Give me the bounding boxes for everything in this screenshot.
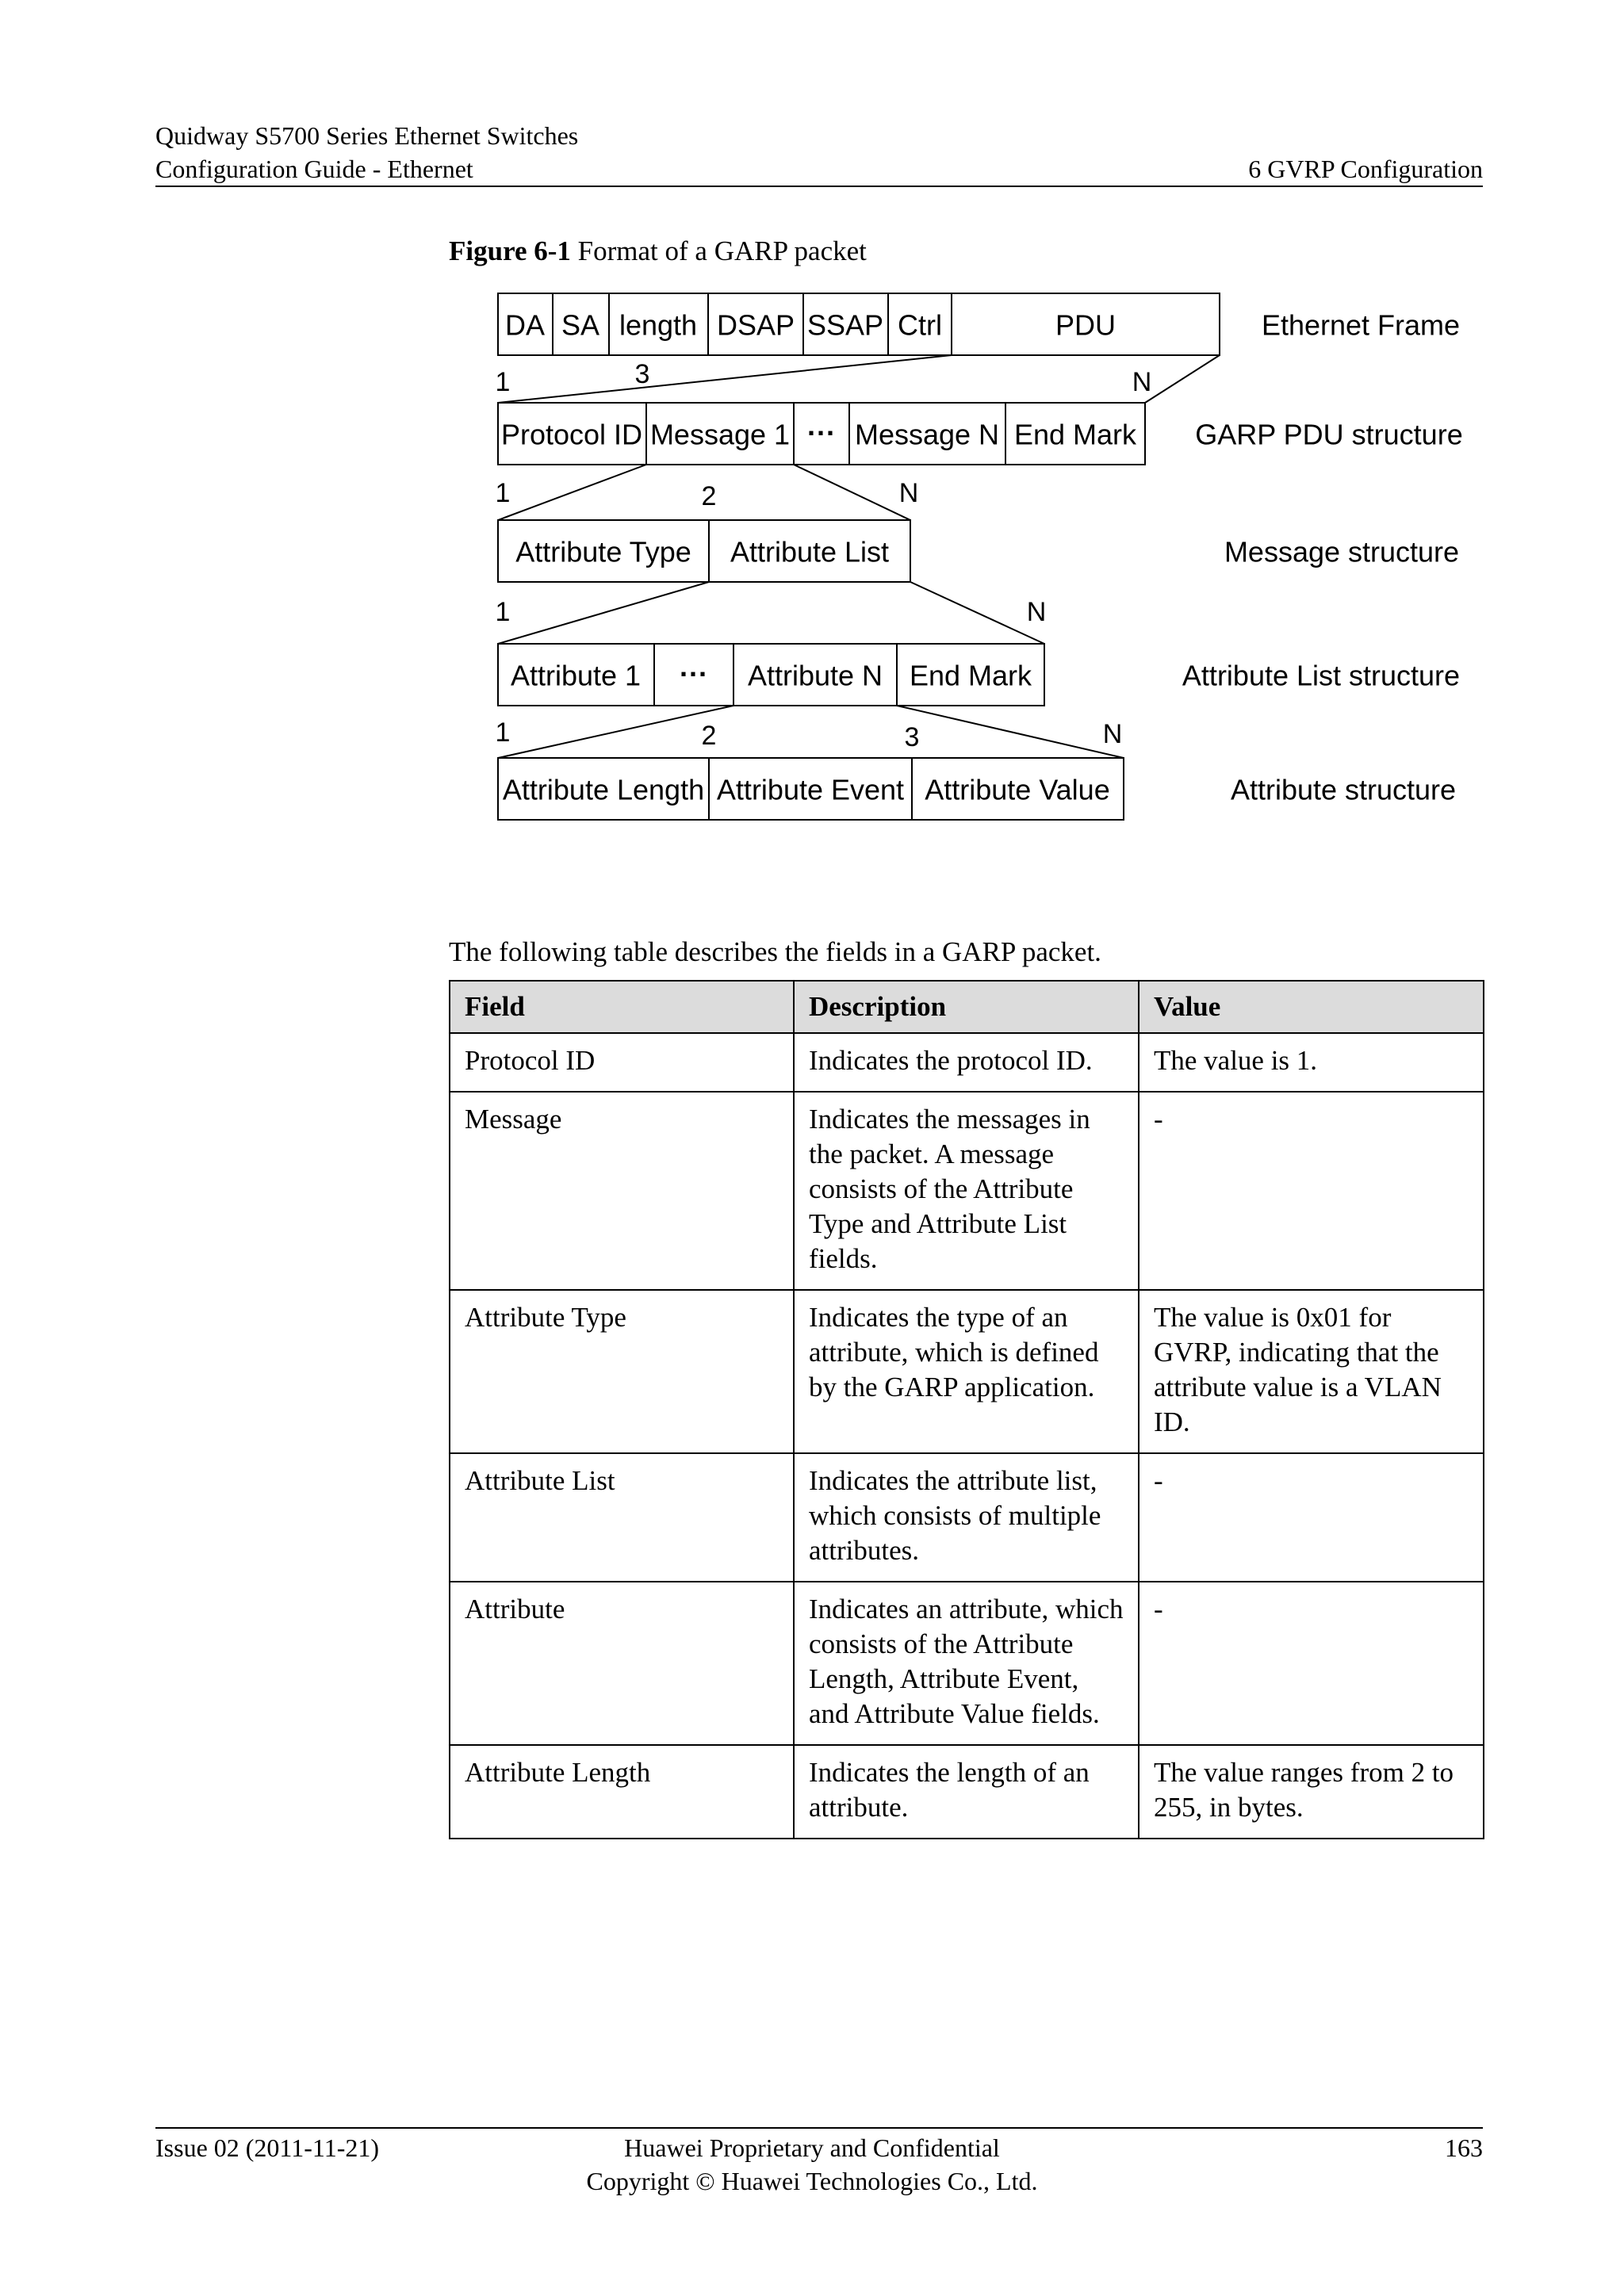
cell-description: Indicates the length of an attribute. [794,1745,1139,1839]
cell-ssap: SSAP [806,308,884,342]
cell-description: Indicates the messages in the packet. A message consists of the Attribute Type and Attribute List fields. [794,1092,1139,1290]
marker-1: 1 [495,478,511,508]
row-label-message: Message structure [1224,535,1460,568]
table-row [450,1582,1484,1745]
connector-line [495,706,733,758]
marker-3: 3 [634,359,650,389]
table-row [450,1453,1484,1582]
footer-divider [155,2127,1483,2129]
cell-value: The value ranges from 2 to 255, in bytes. [1139,1745,1484,1839]
marker-2: 2 [701,481,717,511]
connector-line [1145,355,1220,403]
cell-length: length [619,308,698,342]
cell-attribute-type: Attribute Type [515,535,691,568]
marker-3: 3 [904,722,920,752]
table-header-row [450,981,1484,1033]
marker-n: N [1132,367,1152,397]
footer-copyright: Copyright © Huawei Technologies Co., Ltd. [586,2167,1038,2195]
cell-description: Indicates the protocol ID. [794,1033,1139,1092]
cell-attribute-value: Attribute Value [925,773,1110,806]
marker-n: N [898,478,919,508]
cell-end-mark: End Mark [1013,418,1137,451]
cell-ellipsis: ··· [807,416,836,450]
header-divider [155,186,1483,187]
column-header-description: Description [794,981,1139,1033]
table-row [450,1290,1484,1453]
cell-field: Message [450,1092,794,1290]
marker-n: N [1026,597,1047,627]
connector-line [897,706,1124,758]
cell-attribute-event: Attribute Event [716,773,905,806]
table-row [450,1033,1484,1092]
column-header-field: Field [450,981,794,1033]
cell-message-n: Message N [854,418,1000,451]
cell-value: The value is 1. [1139,1033,1484,1092]
cell-dsap: DSAP [716,308,795,342]
header-guide: Configuration Guide - Ethernet [155,155,473,183]
cell-attribute-list: Attribute List [730,535,890,568]
cell-end-mark: End Mark [909,659,1032,692]
cell-attribute-length: Attribute Length [502,773,705,806]
cell-value: - [1139,1582,1484,1745]
garp-fields-table [449,980,1484,1839]
cell-value: - [1139,1092,1484,1290]
footer-page-number: 163 [1445,2133,1483,2162]
cell-message-1: Message 1 [649,418,791,451]
cell-attribute-1: Attribute 1 [510,659,642,692]
marker-1: 1 [495,718,511,748]
table-row [450,1092,1484,1290]
row-label-ethernet-frame: Ethernet Frame [1261,308,1461,342]
cell-field: Attribute [450,1582,794,1745]
figure-caption [449,233,867,270]
figure-number: Figure 6-1 [449,235,571,266]
connector-line [910,582,1044,644]
connector-line [794,465,910,520]
cell-protocol-id: Protocol ID [500,418,643,451]
marker-n: N [1102,719,1123,749]
figure-title: Format of a GARP packet [577,235,867,266]
cell-value: - [1139,1453,1484,1582]
row-label-attribute: Attribute structure [1230,773,1457,806]
cell-description: Indicates the attribute list, which consists of multiple attributes. [794,1453,1139,1582]
cell-description: Indicates an attribute, which consists of the Attribute Length, Attribute Event, and Attribute Value fields. [794,1582,1139,1745]
connector-line [495,355,952,403]
cell-field: Attribute Type [450,1290,794,1453]
cell-description: Indicates the type of an attribute, which is defined by the GARP application. [794,1290,1139,1453]
row-label-attribute-list: Attribute List structure [1182,659,1461,692]
marker-1: 1 [495,367,511,397]
cell-field: Attribute Length [450,1745,794,1839]
cell-field: Protocol ID [450,1033,794,1092]
garp-packet-diagram [492,285,1491,840]
marker-2: 2 [701,721,717,751]
table-row [450,1745,1484,1839]
cell-attribute-n: Attribute N [747,659,883,692]
cell-field: Attribute List [450,1453,794,1582]
cell-da: DA [504,308,546,342]
cell-ctrl: Ctrl [898,308,942,342]
connector-line [495,465,646,520]
cell-ellipsis: ··· [680,657,708,691]
column-header-value: Value [1139,981,1484,1033]
footer-confidential: Huawei Proprietary and Confidential [624,2133,1000,2162]
cell-pdu: PDU [1055,308,1116,342]
table-intro: The following table describes the fields in a GARP packet. [449,936,1101,967]
footer-issue: Issue 02 (2011-11-21) [155,2133,380,2162]
header-product: Quidway S5700 Series Ethernet Switches [155,121,579,150]
row-label-garp-pdu: GARP PDU structure [1195,418,1463,451]
header-chapter: 6 GVRP Configuration [1248,155,1483,183]
connector-line [495,582,709,644]
cell-sa: SA [561,308,600,342]
marker-1: 1 [495,597,511,627]
cell-value: The value is 0x01 for GVRP, indicating that the attribute value is a VLAN ID. [1139,1290,1484,1453]
